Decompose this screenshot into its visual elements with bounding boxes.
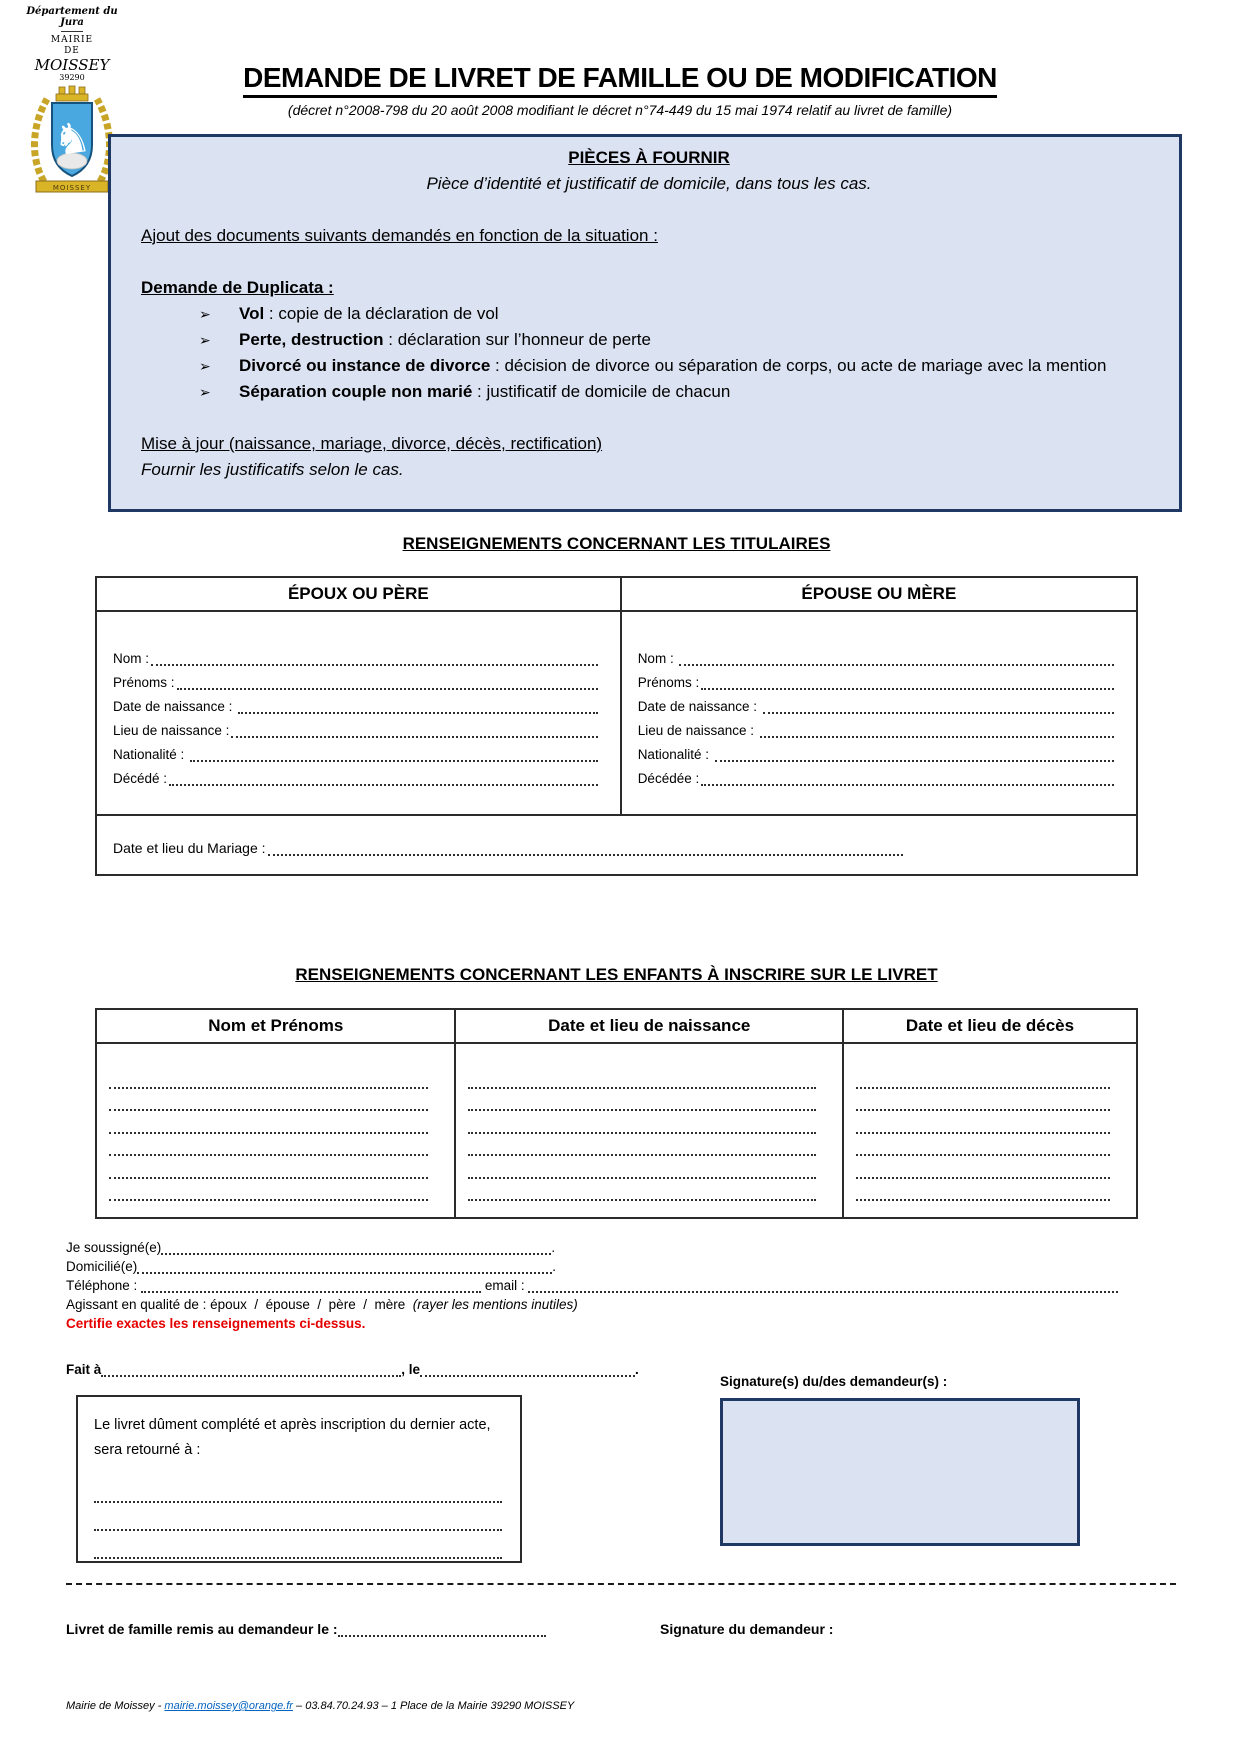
coat-of-arms-icon — [22, 85, 122, 197]
column-header-epouse: ÉPOUSE OU MÈRE — [801, 584, 957, 603]
fournir-note: Fournir les justificatifs selon le cas. — [141, 460, 404, 479]
column-header-date-naissance: Date et lieu de naissance — [456, 1010, 844, 1042]
footer-prefix: Mairie de Moissey - — [66, 1700, 165, 1712]
field-prenoms: Prénoms : — [113, 666, 598, 690]
column-header-epoux: ÉPOUX OU PÈRE — [97, 578, 622, 610]
svg-text:♞: ♞ — [49, 111, 94, 166]
titulaires-table — [95, 576, 1138, 876]
item-desc: : justificatif de domicile de chacun — [472, 382, 731, 401]
retour-livret-box — [76, 1395, 522, 1563]
section-heading-enfants: RENSEIGNEMENTS CONCERNANT LES ENFANTS À INSCRIRE SUR LE LIVRET — [295, 965, 938, 984]
epoux-cell — [97, 612, 622, 814]
field-date-naissance: Date de naissance : — [113, 690, 598, 714]
declaration-block — [66, 1236, 1178, 1331]
list-item — [141, 301, 1157, 327]
banner-text: MOISSEY — [52, 184, 92, 192]
field-decede: Décédé : — [113, 762, 598, 786]
footer-suffix: – 03.84.70.24.93 – 1 Place de la Mairie 39290 MOISSEY — [292, 1700, 575, 1712]
item-term: Séparation couple non marié — [239, 382, 473, 401]
mise-a-jour-heading: Mise à jour (naissance, mariage, divorce, décès, rectification) — [141, 434, 603, 453]
telephone-email-line: Téléphone : email : — [66, 1274, 1178, 1293]
field-nom: Nom : — [638, 642, 1114, 666]
table-header-row — [97, 1010, 1136, 1044]
footer — [66, 1700, 574, 1712]
signature-box — [720, 1398, 1080, 1546]
field-nationalite: Nationalité : — [113, 738, 598, 762]
logo-mairie-line3: MOISSEY — [34, 56, 110, 74]
arrow-bullet-icon: ➢ — [199, 306, 211, 322]
field-prenoms: Prénoms : — [638, 666, 1114, 690]
item-desc: : décision de divorce ou séparation de corps, ou acte de mariage avec la mention — [490, 356, 1107, 375]
domicilie-line: Domicilié(e) . — [66, 1259, 557, 1274]
soussigne-line: Je soussigné(e) . — [66, 1240, 556, 1255]
enfants-table — [95, 1008, 1138, 1219]
logo-mairie-line1: MAIRIE — [50, 35, 94, 45]
page-subtitle: (décret n°2008-798 du 20 août 2008 modifiant le décret n°74-449 du 15 mai 1974 relatif au livret de famille) — [287, 102, 953, 118]
pieces-a-fournir-box — [108, 134, 1182, 512]
qualite-note: (rayer les mentions inutiles) — [412, 1297, 578, 1312]
arrow-bullet-icon: ➢ — [199, 384, 211, 400]
fait-a-line: Fait à , le . — [66, 1362, 639, 1377]
duplicata-list — [141, 301, 1157, 405]
enfants-deces-cell — [844, 1044, 1136, 1217]
item-desc: : copie de la déclaration de vol — [264, 304, 499, 323]
epouse-cell — [622, 612, 1136, 814]
pieces-subtitle: Pièce d’identité et justificatif de domicile, dans tous les cas. — [426, 174, 872, 193]
item-term: Vol — [239, 304, 265, 323]
column-header-date-deces: Date et lieu de décès — [905, 1016, 1075, 1035]
logo-divider — [61, 31, 83, 32]
signature-demandeur-label: Signature du demandeur : — [660, 1621, 834, 1637]
item-term: Divorcé ou instance de divorce — [239, 356, 491, 375]
field-lieu-naissance: Lieu de naissance : — [113, 714, 598, 738]
enfants-naissance-cell — [456, 1044, 844, 1217]
column-header-nom-prenoms: Nom et Prénoms — [97, 1010, 456, 1042]
ajout-heading: Ajout des documents suivants demandés en fonction de la situation : — [141, 226, 658, 245]
cut-separator-line — [66, 1583, 1176, 1585]
list-item — [141, 353, 1157, 379]
enfants-nom-cell — [97, 1044, 456, 1217]
item-desc: : déclaration sur l’honneur de perte — [383, 330, 651, 349]
table-header-row — [97, 578, 1136, 612]
list-item — [141, 379, 1157, 405]
logo-department-text: Département du Jura — [26, 6, 118, 28]
arrow-bullet-icon: ➢ — [199, 358, 211, 374]
footer-email-link[interactable]: mairie.moissey@orange.fr — [164, 1700, 293, 1712]
page-title: DEMANDE DE LIVRET DE FAMILLE OU DE MODIFICATION — [243, 62, 997, 98]
duplicata-heading: Demande de Duplicata : — [141, 278, 334, 297]
list-item — [141, 327, 1157, 353]
remise-line: Livret de famille remis au demandeur le : Signature du demandeur : — [66, 1621, 834, 1637]
qualite-line: Agissant en qualité de : époux / épouse / père / mère (rayer les mentions inutiles) — [66, 1297, 578, 1312]
field-nom: Nom : — [113, 642, 598, 666]
field-nationalite: Nationalité : — [638, 738, 1114, 762]
table-body-row — [97, 612, 1136, 814]
field-lieu-naissance: Lieu de naissance : — [638, 714, 1114, 738]
section-heading-titulaires: RENSEIGNEMENTS CONCERNANT LES TITULAIRES — [402, 534, 831, 553]
certifie-line: Certifie exactes les renseignements ci-dessus. — [66, 1316, 366, 1331]
signature-demandeurs-label: Signature(s) du/des demandeur(s) : — [720, 1374, 948, 1389]
logo-postal-code: 39290 — [59, 73, 85, 82]
field-date-naissance: Date de naissance : — [638, 690, 1114, 714]
table-body-row — [97, 1044, 1136, 1217]
field-decedee: Décédée : — [638, 762, 1114, 786]
mariage-row: Date et lieu du Mariage : — [97, 814, 1136, 874]
item-term: Perte, destruction — [239, 330, 384, 349]
document-header — [150, 62, 1090, 118]
retour-text: Le livret dûment complété et après inscription du dernier acte, sera retourné à : — [94, 1417, 491, 1458]
logo-mairie-line2: DE — [64, 46, 80, 56]
arrow-bullet-icon: ➢ — [199, 332, 211, 348]
pieces-title: PIÈCES À FOURNIR — [568, 148, 730, 167]
